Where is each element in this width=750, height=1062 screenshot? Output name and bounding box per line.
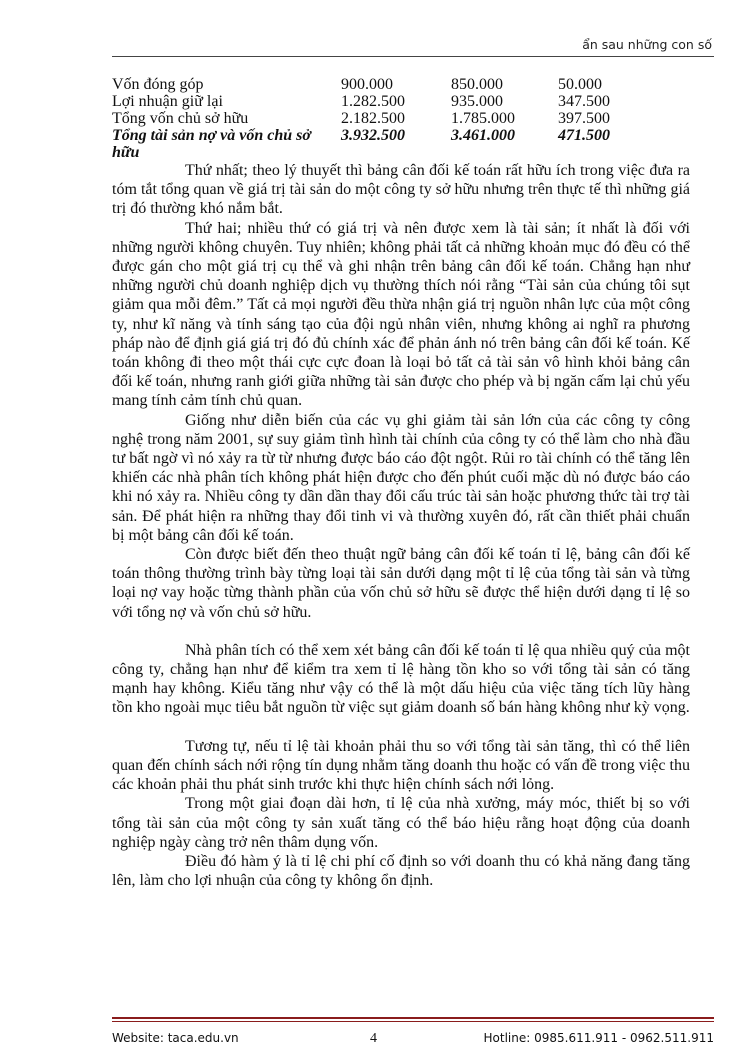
row-value: 935.000 <box>451 93 503 110</box>
paragraph: Giống như diễn biến của các vụ ghi giảm tài sản lớn của các công ty công nghệ trong năm 2001, sự suy giảm tình hình tài chính của công ty có thể làm cho nhà đầu tư bất ngờ vì nó xảy ra từ từ nhưng được báo cáo đột ngột. Rủi ro tài chính có thể tăng lên khiến các nhà phân tích không phát hiện được cho đến phút cuối mặc dù nó được báo cáo khi nó xảy ra. Nhiều công ty dần dần thay đổi cấu trúc tài sản hoặc phương thức tài trợ tài sản. Để phát hiện ra những thay đổi tinh vi và thường xuyên đó, rất cần thiết phải chuẩn bị một bảng cân đối kế toán. <box>112 411 690 544</box>
row-value: 1.282.500 <box>341 93 405 110</box>
balance-sheet-table <box>112 76 690 161</box>
page-body <box>112 76 690 890</box>
paragraph: Điều đó hàm ý là tỉ lệ chi phí cố định so với doanh thu có khả năng đang tăng lên, làm cho lợi nhuận của công ty không ổn định. <box>112 852 690 890</box>
row-value: 3.932.500 <box>341 127 405 144</box>
row-value: 347.500 <box>558 93 610 110</box>
row-value: 900.000 <box>341 76 393 93</box>
footer-rule <box>112 1017 714 1019</box>
row-label: Vốn đóng góp <box>112 76 204 93</box>
running-header-title: ẩn sau những con số <box>582 37 712 52</box>
row-value: 471.500 <box>558 127 610 144</box>
paragraph: Còn được biết đến theo thuật ngữ bảng cân đối kế toán tỉ lệ, bảng cân đối kế toán thông thường trình bày từng loại tài sản dưới dạng một tỉ lệ của tổng tài sản và từng loại nợ vay hoặc từng thành phần của vốn chủ sở hữu sẽ được thể hiện dưới dạng tỉ lệ so với tổng nợ và vốn chủ sở hữu. <box>112 546 690 621</box>
table-row <box>112 93 690 110</box>
header-rule <box>112 56 714 57</box>
paragraph: Tương tự, nếu tỉ lệ tài khoản phải thu so với tổng tài sản tăng, thì có thể liên quan đến chính sách nới rộng tín dụng nhằm tăng doanh thu hoặc có vấn đề trong việc thu các khoản phải thu phát sinh trước khi thực hiện chính sách nới lỏng. <box>112 737 690 794</box>
paragraph: Trong một giai đoạn dài hơn, tỉ lệ của nhà xưởng, máy móc, thiết bị so với tổng tài sản của một công ty sản xuất tăng có thể báo hiệu rằng hoạt động của doanh nghiệp ngày càng trở nên thâm dụng vốn. <box>112 795 690 851</box>
table-row <box>112 127 690 161</box>
row-value: 2.182.500 <box>341 110 405 127</box>
row-value: 3.461.000 <box>451 127 515 144</box>
table-row <box>112 110 690 127</box>
paragraph: Thứ nhất; theo lý thuyết thì bảng cân đối kế toán rất hữu ích trong việc đưa ra tóm tắt tổng quan về giá trị tài sản do một công ty sở hữu nhưng trên thực tế thì những giá trị đó thường khó nắm bắt. <box>112 162 690 218</box>
row-value: 850.000 <box>451 76 503 93</box>
footer-hotline: Hotline: 0985.611.911 - 0962.511.911 <box>483 1031 714 1045</box>
row-value: 50.000 <box>558 76 602 93</box>
page-number: 4 <box>370 1031 377 1046</box>
row-label: Tổng tài sản nợ và vốn chủ sở hữu <box>112 127 311 161</box>
table-row <box>112 76 690 93</box>
paragraph: Thứ hai; nhiều thứ có giá trị và nên được xem là tài sản; ít nhất là đối với những người không chuyên. Tuy nhiên; không phải tất cả những khoản mục đó đều có thể được gán cho một giá trị cụ thể và ghi nhận trên bảng cân đối kế toán. Chẳng hạn như những người chủ doanh nghiệp dịch vụ thường thích nói rằng “Tài sản của chúng tôi sụt giảm qua mỗi đêm.” Tất cả mọi người đều thừa nhận giá trị nguồn nhân lực của một công ty, như kĩ năng và tính sáng tạo của đội ngủ nhân viên, nhưng không ai nghĩ ra phương pháp nào để định giá giá trị đó đủ chính xác để phản ánh nó trên bảng cân đối kế toán. Kế toán không đi theo một thái cực cực đoan là loại bỏ tất cả tài sản vô hình khỏi bảng cân đối kế toán, nhưng ranh giới giữa những tài sản được cho phép và bị ngăn cấm lại chủ yếu mang tính cảm tính chủ quan. <box>112 219 690 410</box>
footer-rule-thin <box>112 1021 714 1022</box>
row-label: Tổng vốn chủ sở hữu <box>112 110 249 127</box>
footer-website: Website: taca.edu.vn <box>112 1031 239 1045</box>
row-value: 1.785.000 <box>451 110 515 127</box>
paragraph: Nhà phân tích có thể xem xét bảng cân đối kế toán tỉ lệ qua nhiều quý của một công ty, chẳng hạn như để kiểm tra xem tỉ lệ hàng tồn kho so với tổng tài sản có tăng mạnh hay không. Kiểu tăng như vậy có thể là một dấu hiệu của việc tăng tích lũy hàng tồn kho ngoài mục tiêu bắt nguồn từ việc sụt giảm doanh số bán hàng không như kỳ vọng. <box>112 641 690 717</box>
row-label: Lợi nhuận giữ lại <box>112 93 223 110</box>
row-value: 397.500 <box>558 110 610 127</box>
